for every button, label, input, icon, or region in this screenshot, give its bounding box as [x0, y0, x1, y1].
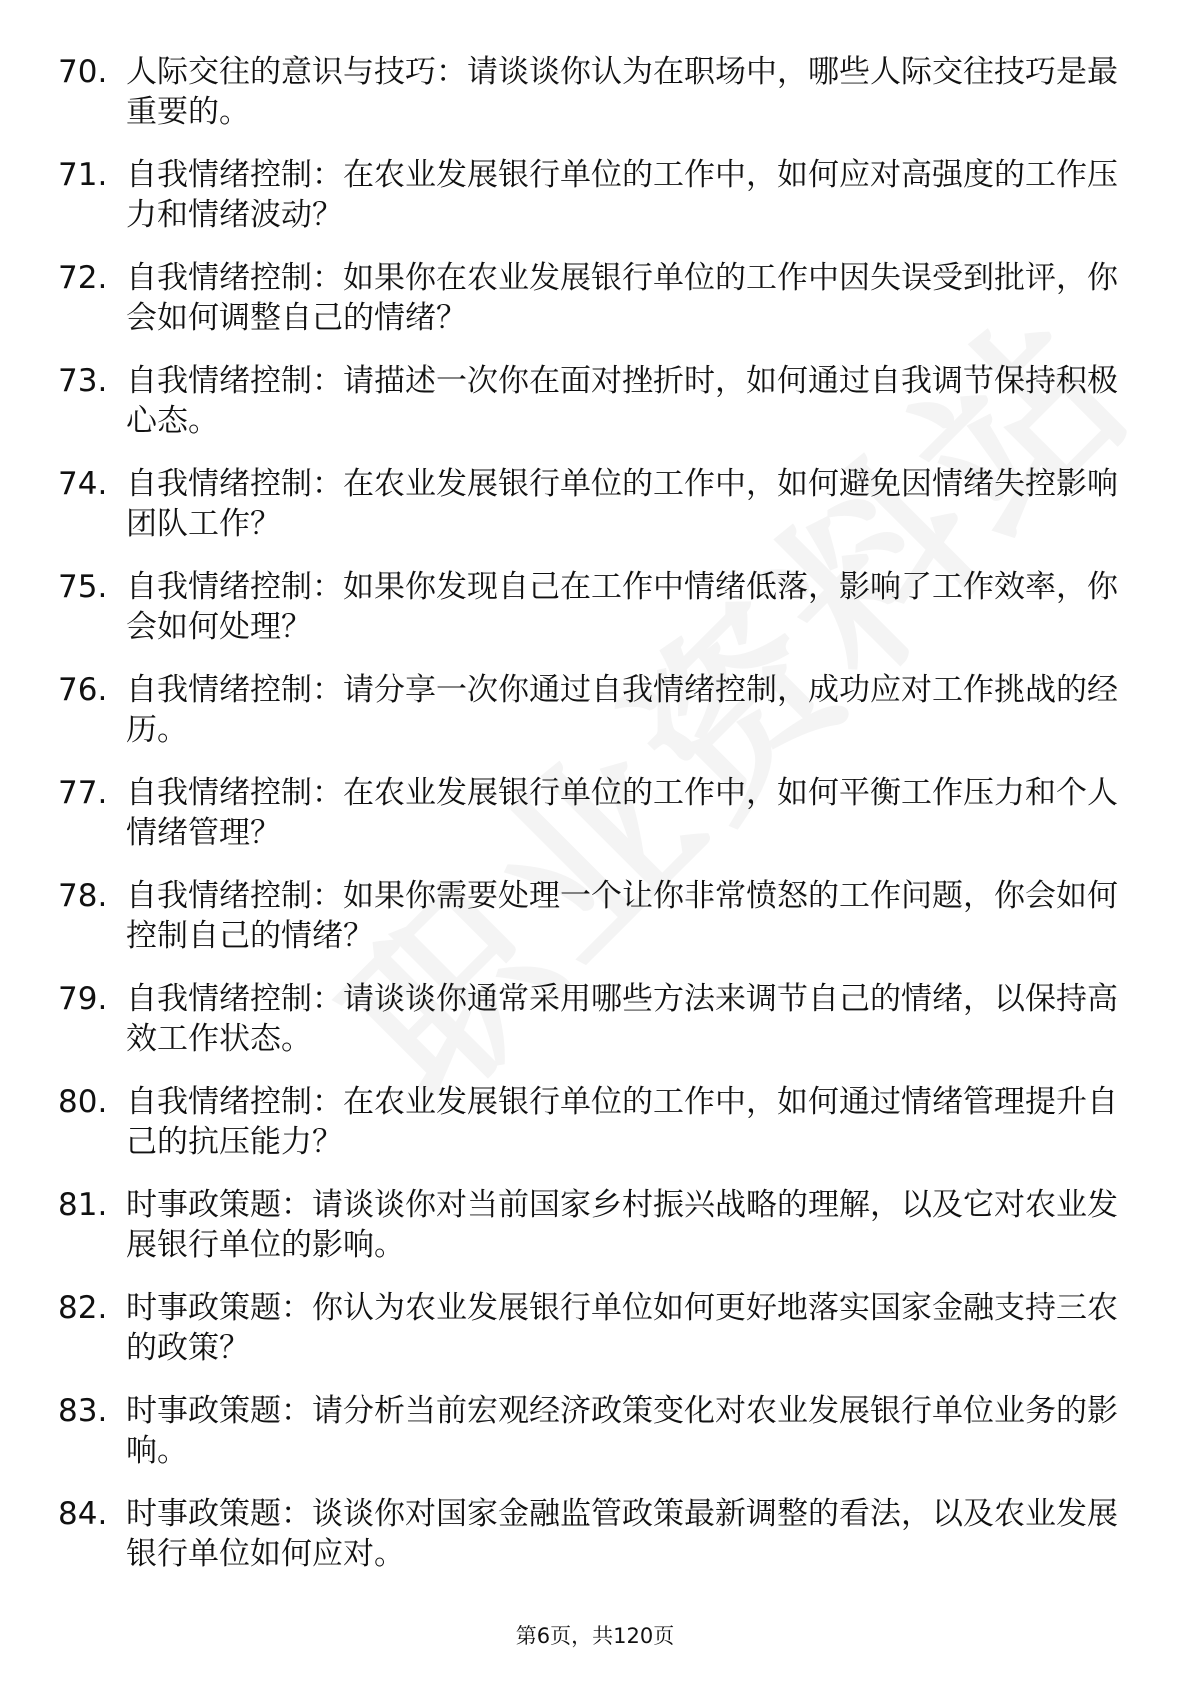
question-item-72: [58, 258, 1138, 338]
question-text: 时事政策题：你认为农业发展银行单位如何更好地落实国家金融支持三农的政策？: [126, 1290, 1118, 1366]
question-item-74: [58, 464, 1138, 544]
question-item-80: [58, 1082, 1138, 1162]
question-text: 自我情绪控制：请谈谈你通常采用哪些方法来调节自己的情绪，以保持高效工作状态。: [126, 981, 1118, 1057]
question-item-76: [58, 670, 1138, 750]
question-text: 自我情绪控制：在农业发展银行单位的工作中，如何通过情绪管理提升自己的抗压能力？: [126, 1084, 1118, 1160]
question-text: 自我情绪控制：在农业发展银行单位的工作中，如何避免因情绪失控影响团队工作？: [126, 466, 1118, 542]
question-number: 78.: [58, 878, 108, 914]
question-number: 79.: [58, 981, 108, 1017]
question-text: 时事政策题：请分析当前宏观经济政策变化对农业发展银行单位业务的影响。: [126, 1393, 1118, 1469]
question-text: 自我情绪控制：请分享一次你通过自我情绪控制，成功应对工作挑战的经历。: [126, 672, 1118, 748]
question-text: 自我情绪控制：在农业发展银行单位的工作中，如何平衡工作压力和个人情绪管理？: [126, 775, 1118, 851]
question-item-82: [58, 1288, 1138, 1368]
question-number: 76.: [58, 672, 108, 708]
question-item-83: [58, 1391, 1138, 1471]
question-text: 自我情绪控制：如果你发现自己在工作中情绪低落，影响了工作效率，你会如何处理？: [126, 569, 1118, 645]
question-item-71: [58, 155, 1138, 235]
question-number: 71.: [58, 157, 108, 193]
question-number: 75.: [58, 569, 108, 605]
question-number: 72.: [58, 260, 108, 296]
question-text: 自我情绪控制：如果你需要处理一个让你非常愤怒的工作问题，你会如何控制自己的情绪？: [126, 878, 1118, 954]
question-item-79: [58, 979, 1138, 1059]
question-item-78: [58, 876, 1138, 956]
question-item-73: [58, 361, 1138, 441]
question-text: 人际交往的意识与技巧：请谈谈你认为在职场中，哪些人际交往技巧是最重要的。: [126, 54, 1118, 130]
question-list: [58, 52, 1138, 1597]
question-item-75: [58, 567, 1138, 647]
question-item-84: [58, 1494, 1138, 1574]
question-number: 73.: [58, 363, 108, 399]
question-item-77: [58, 773, 1138, 853]
question-number: 80.: [58, 1084, 108, 1120]
question-text: 自我情绪控制：请描述一次你在面对挫折时，如何通过自我调节保持积极心态。: [126, 363, 1118, 439]
question-number: 84.: [58, 1496, 108, 1532]
question-number: 82.: [58, 1290, 108, 1326]
question-text: 时事政策题：谈谈你对国家金融监管政策最新调整的看法，以及农业发展银行单位如何应对。: [126, 1496, 1118, 1572]
question-number: 74.: [58, 466, 108, 502]
question-number: 77.: [58, 775, 108, 811]
question-text: 自我情绪控制：在农业发展银行单位的工作中，如何应对高强度的工作压力和情绪波动？: [126, 157, 1118, 233]
question-number: 83.: [58, 1393, 108, 1429]
question-item-81: [58, 1185, 1138, 1265]
question-number: 81.: [58, 1187, 108, 1223]
page-footer: 第6页，共120页: [515, 1624, 675, 1648]
question-text: 时事政策题：请谈谈你对当前国家乡村振兴战略的理解，以及它对农业发展银行单位的影响。: [126, 1187, 1118, 1263]
question-number: 70.: [58, 54, 108, 90]
question-item-70: [58, 52, 1138, 132]
question-text: 自我情绪控制：如果你在农业发展银行单位的工作中因失误受到批评，你会如何调整自己的情绪？: [126, 260, 1118, 336]
